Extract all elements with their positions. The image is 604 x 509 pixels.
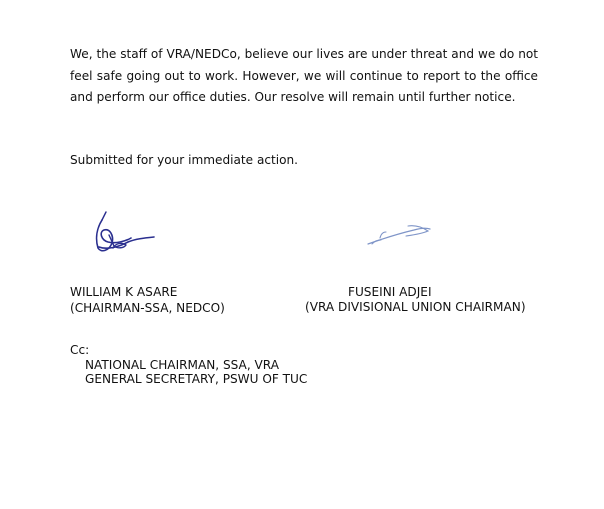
left-signatory-name: WILLIAM K ASARE	[70, 285, 178, 299]
right-signatory-name: FUSEINI ADJEI	[348, 285, 432, 299]
submitted-line: Submitted for your immediate action.	[70, 153, 299, 167]
cc-label: Cc:	[70, 343, 90, 357]
cc-block	[70, 343, 307, 387]
cc-recipient: GENERAL SECRETARY, PSWU OF TUC	[85, 372, 308, 386]
left-signatory-title: (CHAIRMAN-SSA, NEDCO)	[70, 300, 225, 315]
cc-recipient-list	[70, 358, 307, 387]
right-signatory-title: (VRA DIVISIONAL UNION CHAIRMAN)	[305, 300, 526, 314]
right-signature	[364, 218, 434, 250]
body-paragraph: We, the staff of VRA/NEDCo, believe our lives are under threat and we do not feel safe going out to work. However, we will continue to report to the office and perform our office duties. Our resolve will remain until further notice.	[70, 47, 538, 104]
left-signatory	[70, 285, 225, 316]
left-signature	[88, 208, 160, 256]
cc-recipient: NATIONAL CHAIRMAN, SSA, VRA	[85, 357, 279, 372]
